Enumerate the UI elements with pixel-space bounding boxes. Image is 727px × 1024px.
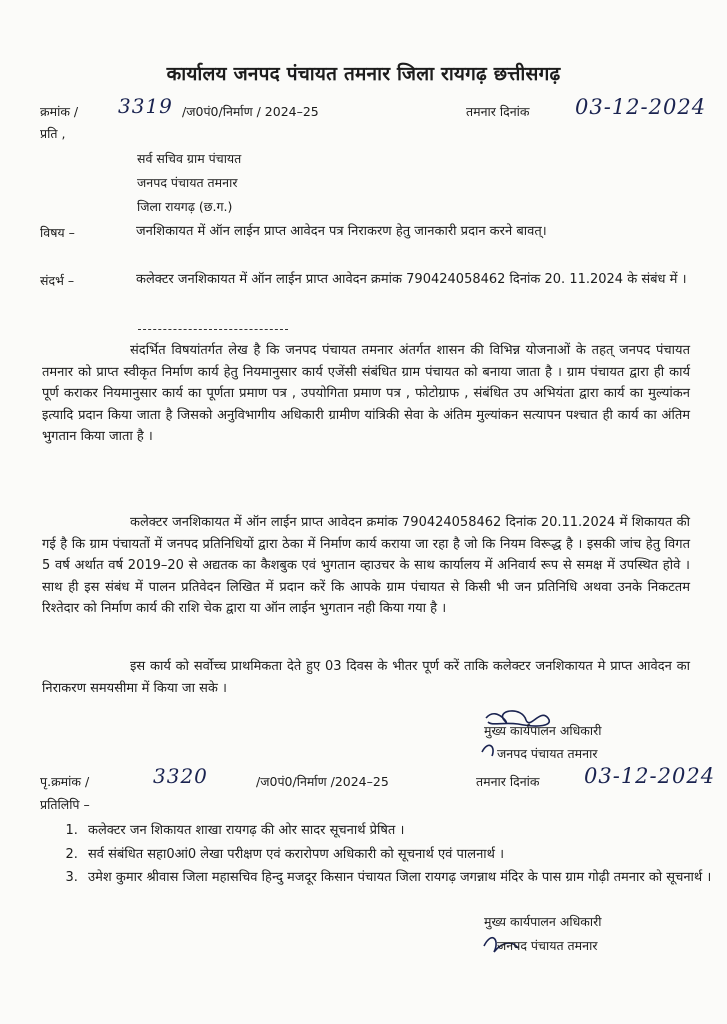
letter-number-suffix: /ज0पं0/निर्माण / 2024–25	[182, 104, 319, 119]
signature-title-1: मुख्य कार्यपालन अधिकारी	[484, 723, 602, 738]
endorsement-number-handwritten: 3320	[153, 764, 208, 788]
letter-date-label: तमनार दिनांक	[466, 104, 530, 119]
body-paragraph-3: इस कार्य को सर्वोच्च प्राथमिकता देते हुए 03 दिवस के भीतर पूर्ण करें ताकि कलेक्टर जनशिकायत मे प्राप्त आवेदन का निराकरण समयसीमा में किया जा सके ।	[42, 659, 690, 696]
subject-text: जनशिकायत में ऑन लाईन प्राप्त आवेदन पत्र निराकरण हेतु जानकारी प्रदान करने बावत्।	[136, 224, 547, 239]
endorsement-date-label: तमनार दिनांक	[476, 774, 540, 789]
copy-item-1: 1. कलेक्टर जन शिकायत शाखा रायगढ़ की ओर सादर सूचनार्थ प्रेषित ।	[82, 820, 722, 842]
separator-line	[138, 329, 288, 330]
signature-office-1: जनपद पंचायत तमनार	[497, 746, 598, 761]
letter-number-handwritten: 3319	[118, 94, 173, 118]
reference-label: संदर्भ –	[40, 273, 75, 288]
copy-item-2: 2. सर्व संबंधित सहा0आं0 लेखा परीक्षण एवं करारोपण अधिकारी को सूचनार्थ एवं पालनार्थ ।	[82, 844, 722, 866]
endorsement-date-handwritten: 03-12-2024	[584, 764, 716, 788]
copy-list	[60, 820, 722, 891]
copy-label: प्रतिलिपि –	[40, 797, 90, 812]
copy-item-3: 3. उमेश कुमार श्रीवास जिला महासचिव हिन्दु मजदूर किसान पंचायत जिला रायगढ़ जगन्नाथ मंदिर के पास ग्राम गोढ़ी तमनार को सूचनार्थ ।	[82, 867, 722, 889]
body-paragraph-1: संदर्भित विषयांतर्गत लेख है कि जनपद पंचायत तमनार अंतर्गत शासन की विभिन्न योजनाओं के तहत् जनपद पंचायत तमनार को प्राप्त स्वीकृत निर्माण कार्य हेतु नियमानुसार कार्य एजेंसी संबंधित ग्राम पंचायत को बनाया जाता है । ग्राम पंचायत द्वारा ही कार्य पूर्ण कराकर नियमानुसार कार्य का पूर्णता प्रमाण पत्र , उपयोगिता प्रमाण पत्र , फोटोग्राफ , संबंधित उप अभियंता द्वारा कार्य का मुल्यांकन इत्यादि प्रदान किया जाता है जिसको अनुविभागीय अधिकारी ग्रामीण यांत्रिकी सेवा के अंतिम मुल्यांकन सत्यापन पश्चात ही कार्य का अंतिम भुगतान किया जाता है ।	[42, 343, 690, 444]
body-paragraph-2: कलेक्टर जनशिकायत में ऑन लाईन प्राप्त आवेदन क्रमांक 790424058462 दिनांक 20.11.2024 में शिकायत की गई है कि ग्राम पंचायतों में जनपद प्रतिनिधियों द्वारा ठेका में निर्माण कार्य कराया जा रहा है जो कि नियम विरूद्ध है । इसकी जांच हेतु विगत 5 वर्ष अर्थात वर्ष 2019–20 से अद्यतक का कैशबुक एवं भुगतान व्हाउचर के साथ कार्यालय में अनिवार्य रूप से समक्ष में उपस्थित होवे । साथ ही इस संबंध में पालन प्रतिवेदन लिखित में प्रदान करें कि आपके ग्राम पंचायत से किसी भी जन प्रतिनिधि अथवा उनके निकटतम रिश्तेदार को निर्माण कार्य की राशि चेक द्वारा या ऑन लाईन भुगतान नही किया गया है ।	[42, 515, 690, 616]
signature-title-2: मुख्य कार्यपालन अधिकारी	[484, 914, 602, 929]
recipient-line-2: जनपद पंचायत तमनार	[137, 175, 238, 190]
to-label: प्रति ,	[40, 126, 66, 141]
endorsement-number-label: पृ.क्रमांक /	[40, 774, 90, 789]
reference-text: कलेक्टर जनशिकायत में ऑन लाईन प्राप्त आवेदन क्रमांक 790424058462 दिनांक 20. 11.2024 के संबंध में ।	[136, 272, 687, 287]
signature-office-2: जनपद पंचायत तमनार	[497, 938, 598, 953]
office-title: कार्यालय जनपद पंचायत तमनार जिला रायगढ़ छत्तीसगढ़	[166, 63, 561, 85]
letter-date-handwritten: 03-12-2024	[575, 95, 707, 119]
endorsement-number-suffix: /ज0पं0/निर्माण /2024–25	[256, 774, 389, 789]
subject-label: विषय –	[40, 225, 75, 240]
recipient-line-1: सर्व सचिव ग्राम पंचायत	[137, 151, 242, 166]
recipient-line-3: जिला रायगढ़ (छ.ग.)	[137, 199, 233, 214]
letter-number-label: क्रमांक /	[40, 104, 79, 119]
